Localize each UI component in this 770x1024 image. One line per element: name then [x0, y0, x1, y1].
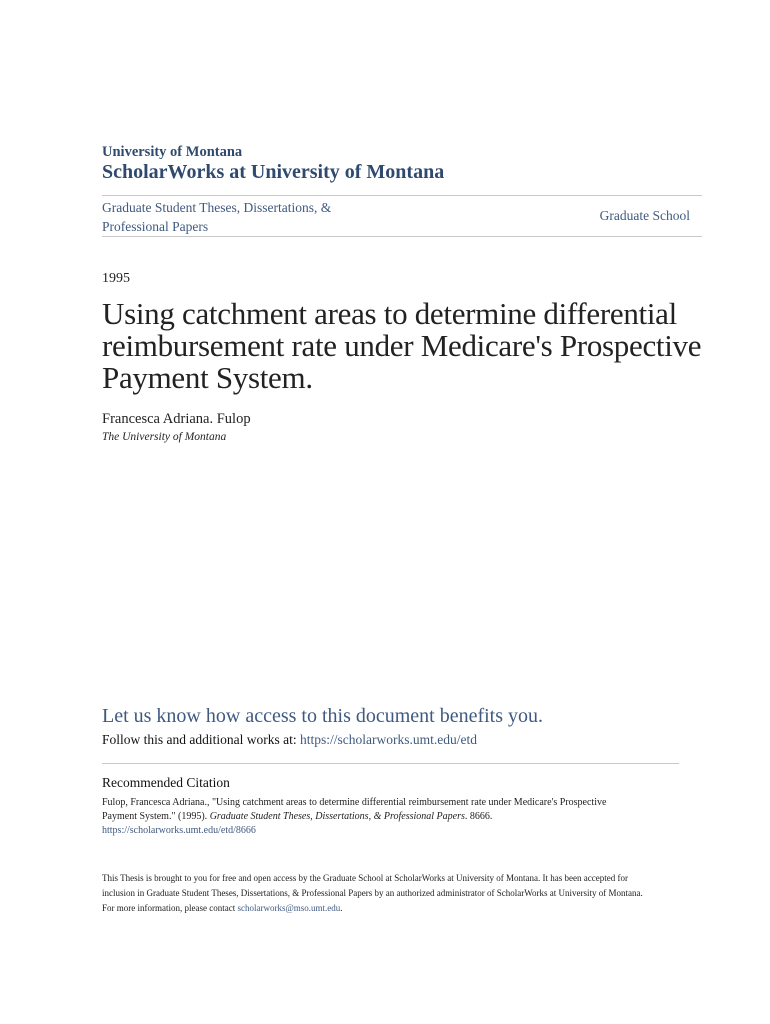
- etd-collection-link[interactable]: https://scholarworks.umt.edu/etd: [300, 732, 477, 747]
- title-line-1: Using catchment areas to determine differential: [102, 296, 677, 331]
- citation-line-2-prefix: Payment System." (1995).: [102, 811, 210, 822]
- citation-link[interactable]: https://scholarworks.umt.edu/etd/8666: [102, 825, 256, 836]
- notice-line-1: This Thesis is brought to you for free and open access by the Graduate School at ScholarWorks at University of Montana. It has been accepted for: [102, 873, 628, 883]
- feedback-link[interactable]: Let us know how access to this document benefits you.: [102, 705, 544, 727]
- collection-line-1: Graduate Student Theses, Dissertations, &: [102, 200, 332, 215]
- repository-name[interactable]: ScholarWorks at University of Montana: [102, 161, 445, 183]
- citation-line-2-suffix: . 8666.: [464, 811, 493, 822]
- author-affiliation: The University of Montana: [102, 431, 227, 443]
- citation-heading: Recommended Citation: [102, 775, 230, 790]
- contact-email-link[interactable]: scholarworks@mso.umt.edu: [237, 903, 341, 913]
- notice-line-3-prefix: For more information, please contact: [102, 903, 238, 913]
- university-name: University of Montana: [102, 144, 243, 160]
- header-top-rule: [102, 195, 702, 196]
- title-line-2: reimbursement rate under Medicare's Prospective: [102, 328, 702, 363]
- citation-rule: [102, 763, 679, 764]
- document-title: [102, 298, 702, 394]
- department-link[interactable]: Graduate School: [599, 208, 690, 223]
- author-name: Francesca Adriana. Fulop: [102, 411, 251, 427]
- follow-line: [102, 732, 477, 748]
- citation-series: Graduate Student Theses, Dissertations, & Professional Papers: [209, 811, 465, 822]
- access-notice: [102, 871, 702, 916]
- notice-line-3: [102, 901, 702, 916]
- follow-prefix: Follow this and additional works at:: [102, 732, 300, 747]
- notice-line-2: inclusion in Graduate Student Theses, Dissertations, & Professional Papers by an authorized administrator of ScholarWorks at University of Montana.: [102, 888, 643, 898]
- publication-year: 1995: [102, 271, 130, 286]
- citation-line-2: [102, 810, 682, 824]
- collection-link[interactable]: [102, 198, 372, 236]
- notice-line-3-suffix: .: [340, 903, 343, 913]
- citation-text: [102, 796, 682, 838]
- collection-line-2: Professional Papers: [102, 219, 209, 234]
- title-line-3: Payment System.: [102, 360, 313, 395]
- citation-line-1: Fulop, Francesca Adriana., "Using catchment areas to determine differential reimbursement rate under Medicare's Prospective: [102, 797, 607, 808]
- header-bottom-rule: [102, 236, 702, 237]
